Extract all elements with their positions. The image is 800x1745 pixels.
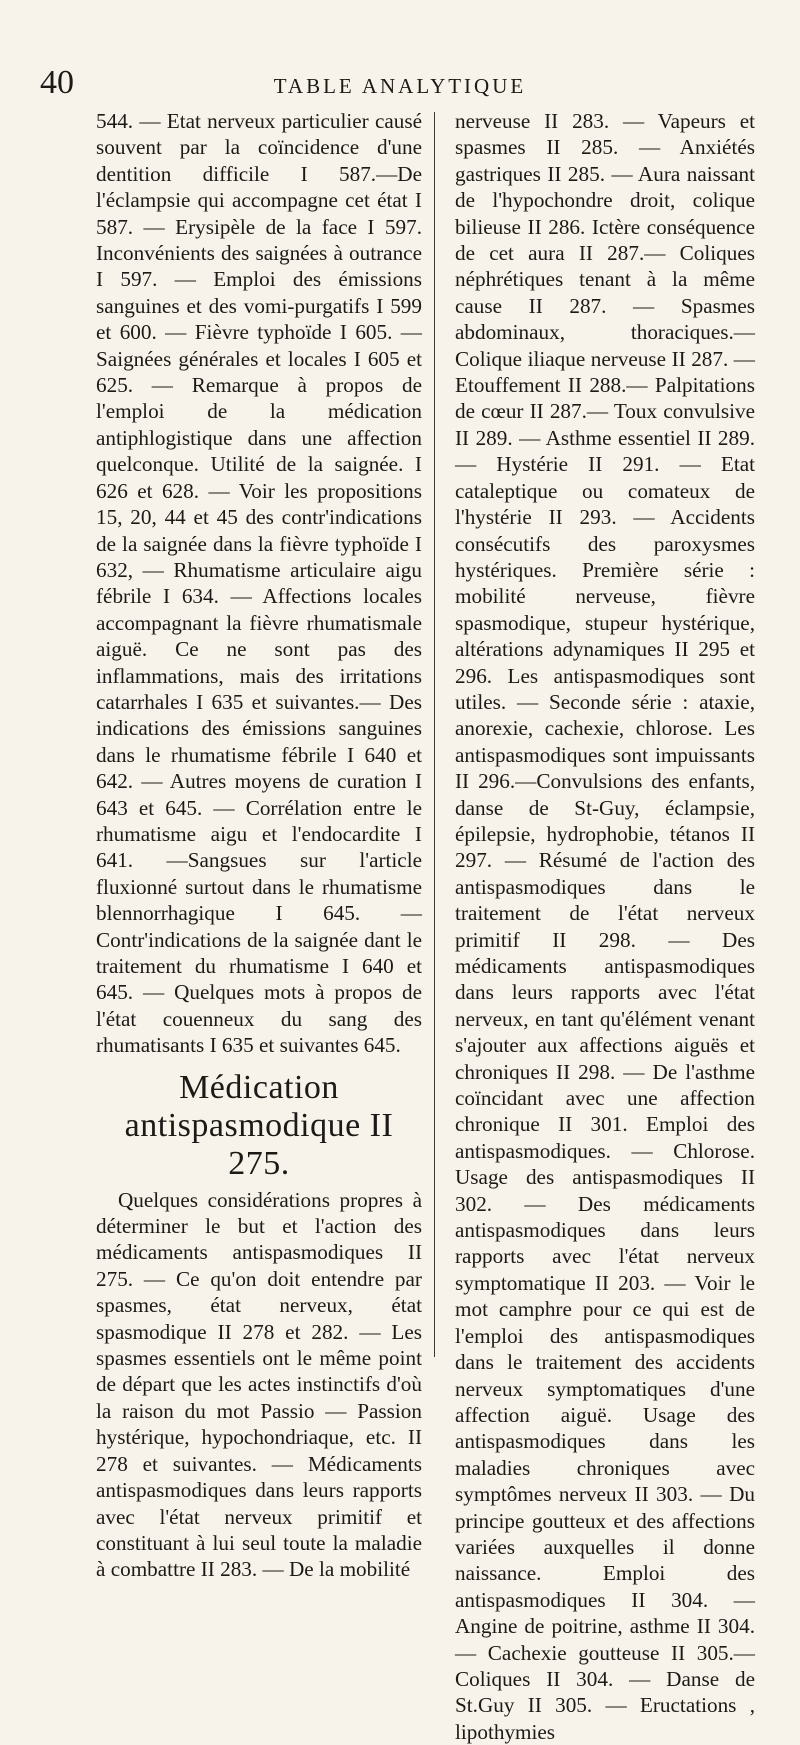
- left-column: [96, 108, 422, 1583]
- right-column: [455, 108, 755, 1745]
- right-paragraph-1: nerveuse II 283. — Vapeurs et spasmes II 285. — Anxiétés gastriques II 285. — Aura naissant de l'hypochondre droit, colique bilieuse II 286. Ictère conséquence de cet aura II 287.— Coliques néphrétiques tenant à la même cause II 287. — Spasmes abdominaux, thoraciques.—Colique iliaque nerveuse II 287. — Etouffement II 288.— Palpitations de cœur II 287.— Toux convulsive II 289. — Asthme essentiel II 289. — Hystérie II 291. — Etat cataleptique ou comateux de l'hystérie II 293. — Accidents consécutifs des paroxysmes hystériques. Première série : mobilité nerveuse, fièvre spasmodique, stupeur hystérique, altérations adynamiques II 295 et 296. Les antispasmodiques sont utiles. — Seconde série : ataxie, anorexie, cachexie, chlorose. Les antispasmodiques sont impuissants II 296.—Convulsions des enfants, danse de St-Guy, éclampsie, épilepsie, hydrophobie, tétanos II 297. — Résumé de l'action des antispasmodiques dans le traitement de l'état nerveux primitif II 298. — Des médicaments antispasmodiques dans leurs rapports avec l'état nerveux, en tant qu'élément venant s'ajouter aux affections aiguës et chroniques II 298. — De l'asthme coïncidant avec une affection chronique II 301. Emploi des antispasmodiques. — Chlorose. Usage des antispasmodiques II 302. — Des médicaments antispasmodiques dans leurs rapports avec l'état nerveux symptomatique II 203. — Voir le mot camphre pour ce qui est de l'emploi des antispasmodiques dans le traitement des accidents nerveux symptomatiques d'une affection aiguë. Usage des antispasmodiques dans les maladies chroniques avec symptômes nerveux II 303. — Du principe goutteux et des affections variées auxquelles il donne naissance. Emploi des antispasmodiques II 304. — Angine de poitrine, asthme II 304.— Cachexie goutteuse II 305.— Coliques II 304. — Danse de St.Guy II 305. — Eructations , lipothymies: [455, 109, 755, 1744]
- section-heading: [96, 1069, 422, 1183]
- section-heading-line2: 275.: [228, 1144, 290, 1182]
- left-paragraph-2: Quelques considérations propres à déterminer le but et l'action des médicaments antispasmodiques II 275. — Ce qu'on doit entendre par spasmes, état nerveux, état spasmodique II 278 et 282. — Les spasmes essentiels ont le même point de départ que les actes instinctifs d'où la raison du mot Passio — Passion hystérique, hypochondriaque, etc. II 278 et suivantes. — Médicaments antispasmodiques dans leurs rapports avec l'état nerveux primitif et constituant à lui seul toute la maladie à combattre II 283. — De la mobilité: [96, 1187, 422, 1582]
- page-number: 40: [40, 64, 74, 101]
- left-paragraph-1: 544. — Etat nerveux particulier causé souvent par la coïncidence d'une dentition difficile I 587.—De l'éclampsie qui accompagne cet état I 587. — Erysipèle de la face I 597. Inconvénients des saignées à outrance I 597. — Emploi des émissions sanguines et des vomi-purgatifs I 599 et 600. — Fièvre typhoïde I 605. — Saignées générales et locales I 605 et 625. — Remarque à propos de l'emploi de la médication antiphlogistique dans une affection quelconque. Utilité de la saignée. I 626 et 628. — Voir les propositions 15, 20, 44 et 45 des contr'indications de la saignée dans la fièvre typhoïde I 632, — Rhumatisme articulaire aigu fébrile I 634. — Affections locales accompagnant la fièvre rhumatismale aiguë. Ce ne sont pas des inflammations, mais des irritations catarrhales I 635 et suivantes.— Des indications des émissions sanguines dans le rhumatisme fébrile I 640 et 642. — Autres moyens de curation I 643 et 645. — Corrélation entre le rhumatisme aigu et l'endocardite I 641. —Sangsues sur l'article fluxionné surtout dans le rhumatisme blennorrhagique I 645. — Contr'indications de la saignée dant le traitement du rhumatisme I 640 et 645. — Quelques mots à propos de l'état couenneux du sang des rhumatisants I 635 et suivantes 645.: [96, 109, 422, 1058]
- column-divider: [434, 112, 435, 1357]
- section-heading-line1: Médication antispasmodique II: [124, 1068, 394, 1144]
- running-head: TABLE ANALYTIQUE: [273, 74, 527, 98]
